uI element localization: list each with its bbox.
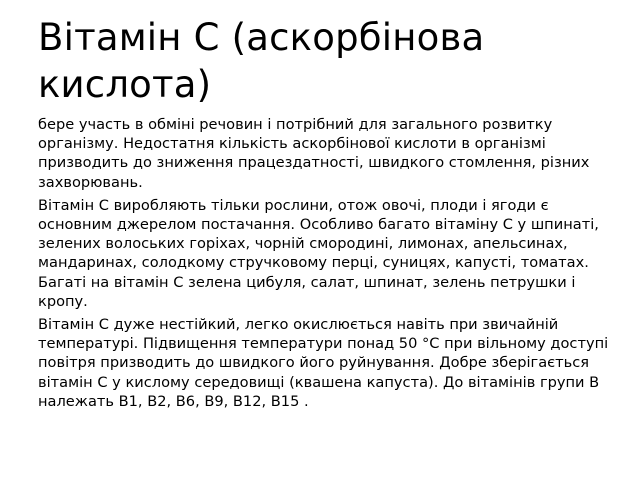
paragraph-stability-of-vitamin-c: Вітамін С дуже нестійкий, легко окислюється навіть при звичайній температурі. Підвищення температури понад 50 °С при вільному доступі повітря призводить до швидкого його руйнування. Добре зберігається вітамін С у кислому середовищі (квашена капуста). До вітамінів групи В належать В1, В2, В6, В9, В12, В15 . <box>38 316 609 410</box>
paragraph-sources-of-vitamin-c: Вітамін С виробляють тільки рослини, отож овочі, плоди і ягоди є основним джерелом постачання. Особливо багато вітаміну С у шпинаті, зелених волоських горіхах, чорній смородині, лимонах, апельсинах, мандаринах, солодкому стручковому перці, суницях, капусті, томатах. Багаті на вітамін С зелена цибуля, салат, шпинат, зелень петрушки і кропу. <box>38 196 599 310</box>
slide-title: Вітамін С (аскорбінова кислота) <box>38 16 485 106</box>
paragraph-role-of-vitamin-c: бере участь в обміні речовин і потрібний для загального розвитку організму. Недостатня кількість аскорбінової кислоти в організмі призводить до зниження працездатності, швидкого стомлення, різних захворювань. <box>38 116 590 191</box>
slide-body <box>38 115 610 415</box>
